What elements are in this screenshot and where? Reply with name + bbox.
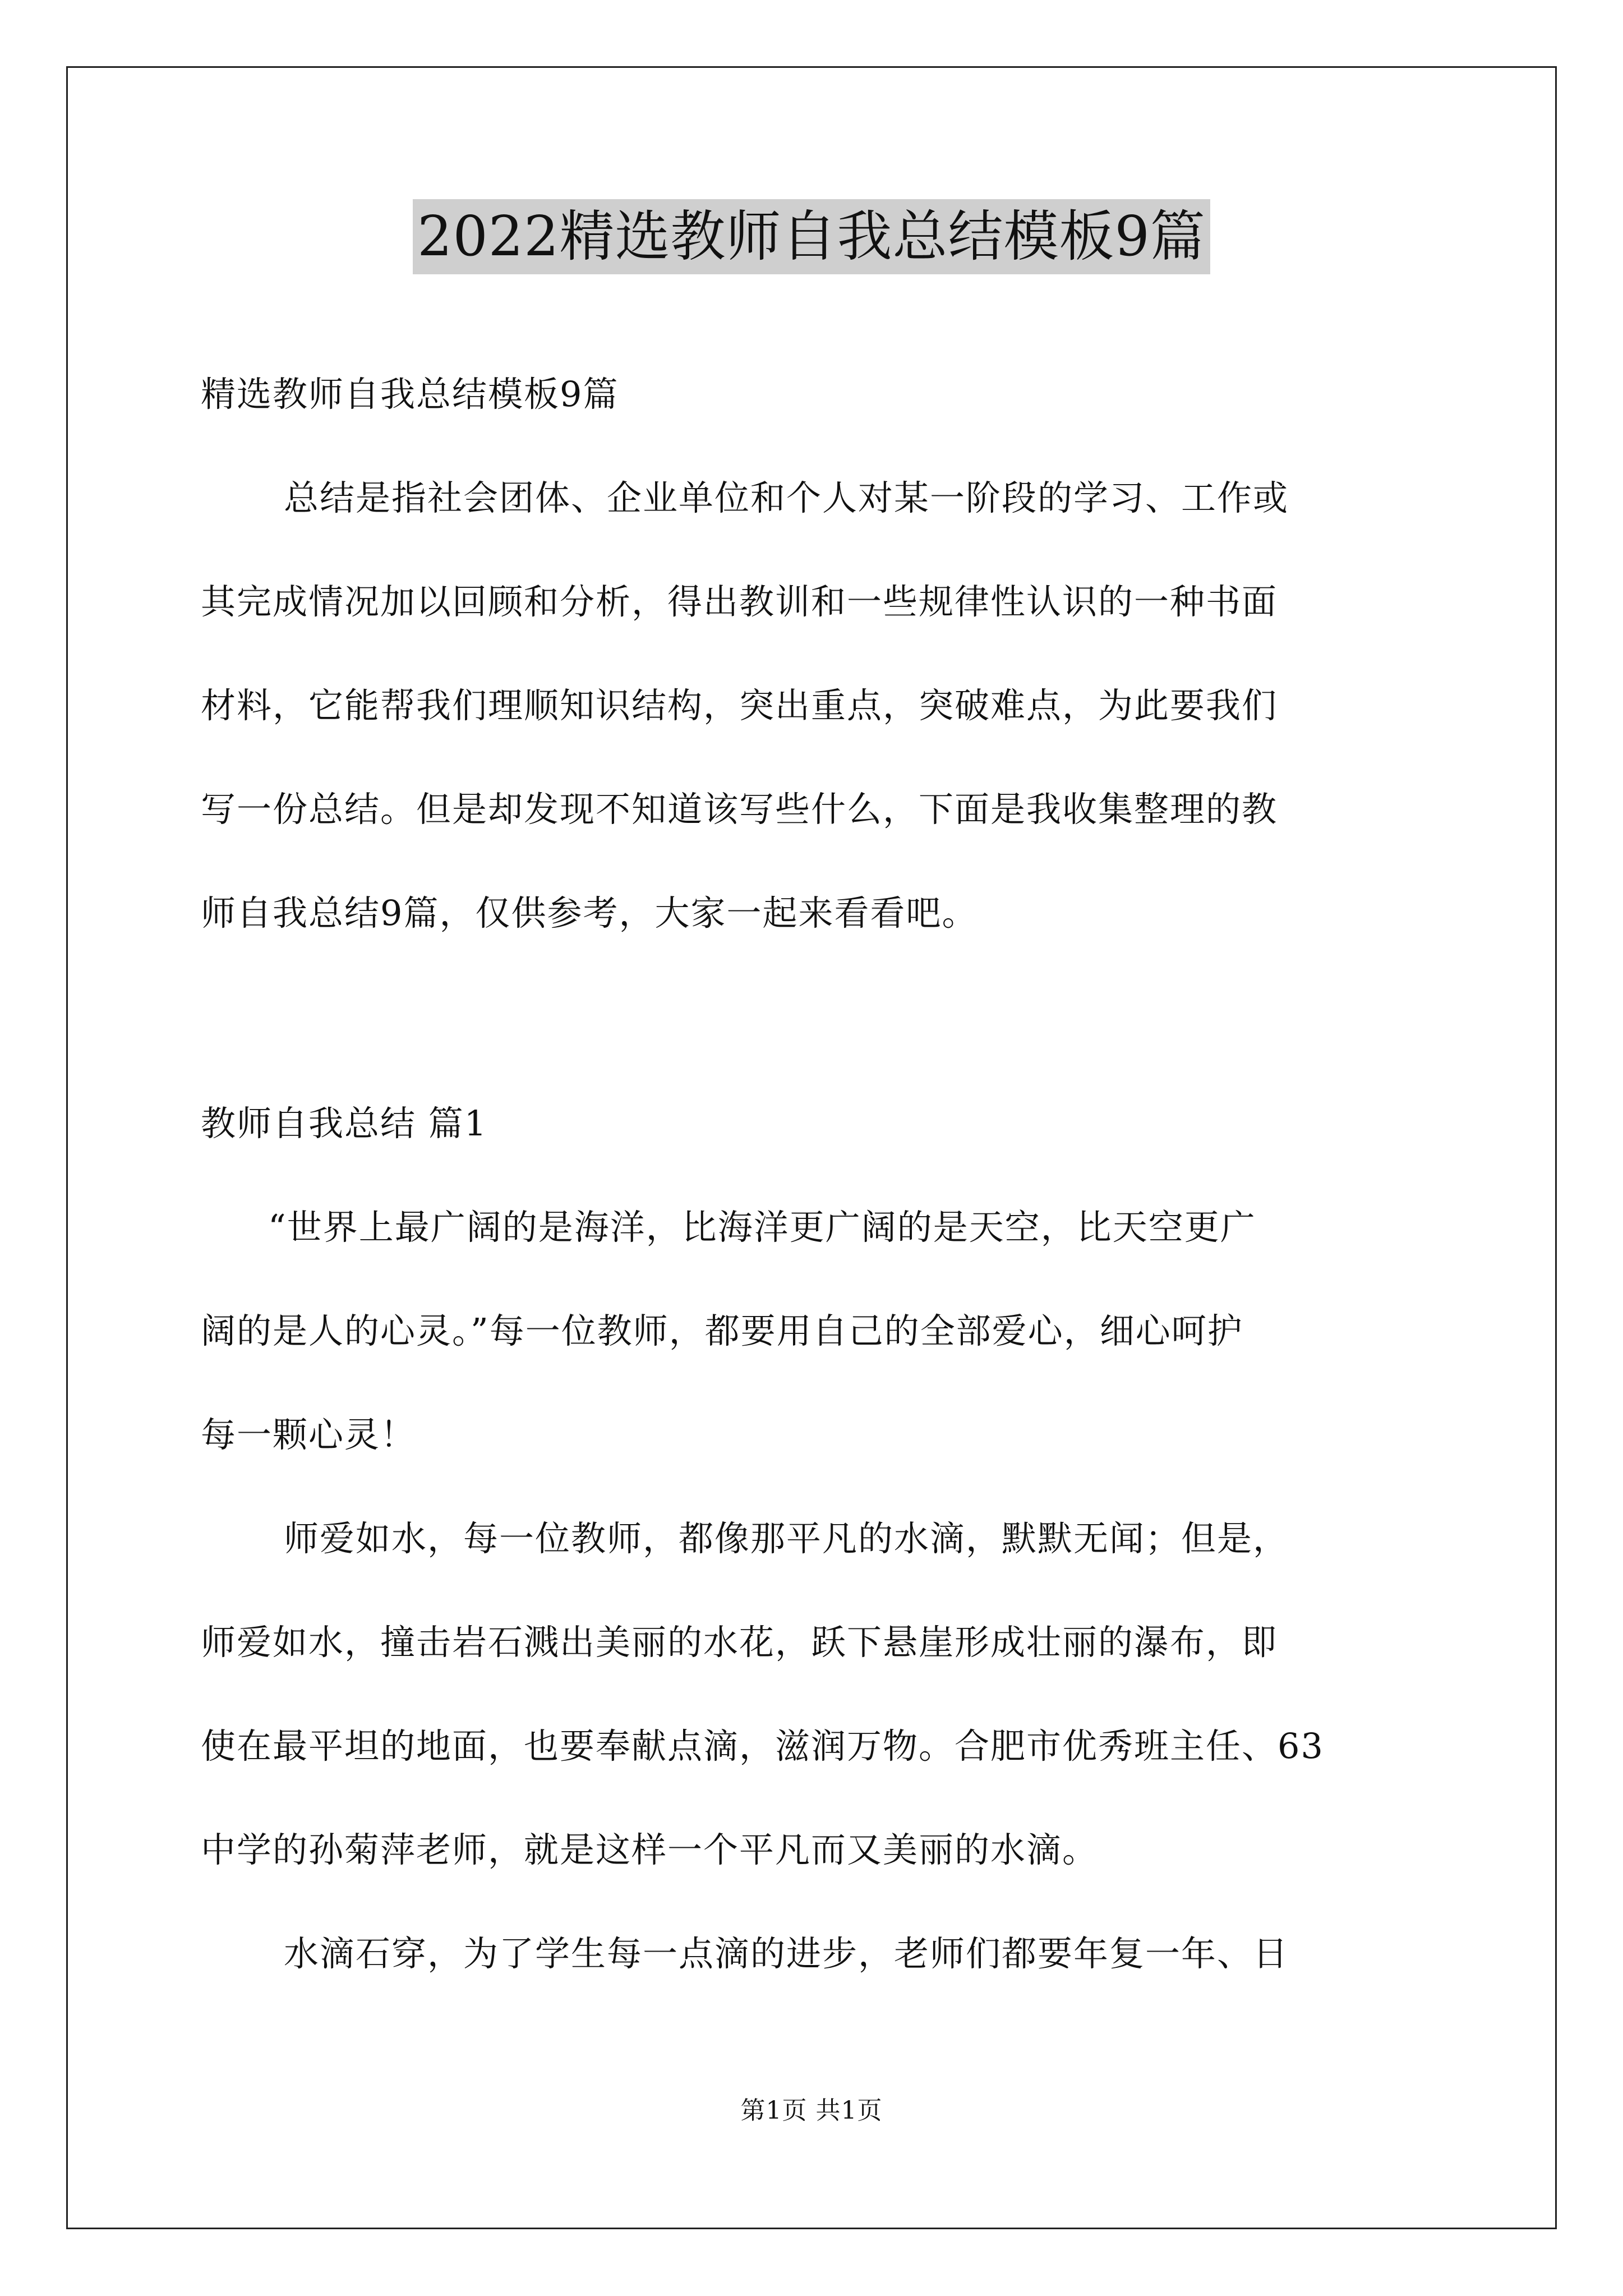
paragraph-line: 师爱如水，撞击岩石溅出美丽的水花，跃下悬崖形成壮丽的瀑布，即: [201, 1622, 1278, 1663]
paragraph-line: “世界上最广阔的是海洋，比海洋更广阔的是天空，比天空更广: [268, 1207, 1256, 1248]
intro-line: 写一份总结。但是却发现不知道该写些什么，下面是我收集整理的教: [201, 789, 1278, 830]
intro-line: 材料，它能帮我们理顺知识结构，突出重点，突破难点，为此要我们: [201, 685, 1278, 726]
document-subtitle: 精选教师自我总结模板9篇: [201, 374, 619, 415]
paragraph-line: 水滴石穿，为了学生每一点滴的进步，老师们都要年复一年、日: [284, 1933, 1289, 1974]
page-footer: [0, 2094, 1623, 2128]
document-body: [201, 342, 1429, 2005]
document-title-block: [0, 199, 1623, 274]
document-title: 2022精选教师自我总结模板9篇: [413, 199, 1210, 274]
intro-line: 师自我总结9篇，仅供参考，大家一起来看看吧。: [201, 892, 978, 933]
paragraph-line: 师爱如水，每一位教师，都像那平凡的水滴，默默无闻；但是，: [284, 1518, 1289, 1559]
section-heading: 教师自我总结 篇1: [201, 1103, 488, 1144]
section-gap: [201, 965, 1429, 1071]
paragraph-line: 阔的是人的心灵。”每一位教师，都要用自己的全部爱心，细心呵护: [201, 1310, 1243, 1351]
intro-line: 总结是指社会团体、企业单位和个人对某一阶段的学习、工作或: [284, 477, 1289, 518]
paragraph-line: 中学的孙菊萍老师，就是这样一个平凡而又美丽的水滴。: [201, 1829, 1099, 1870]
paragraph-line: 每一颗心灵！: [201, 1414, 417, 1455]
intro-line: 其完成情况加以回顾和分析，得出教训和一些规律性认识的一种书面: [201, 581, 1278, 622]
paragraph-line: 使在最平坦的地面，也要奉献点滴，滋润万物。合肥市优秀班主任、63: [201, 1726, 1324, 1766]
page-number: 第1页 共1页: [740, 2096, 883, 2125]
